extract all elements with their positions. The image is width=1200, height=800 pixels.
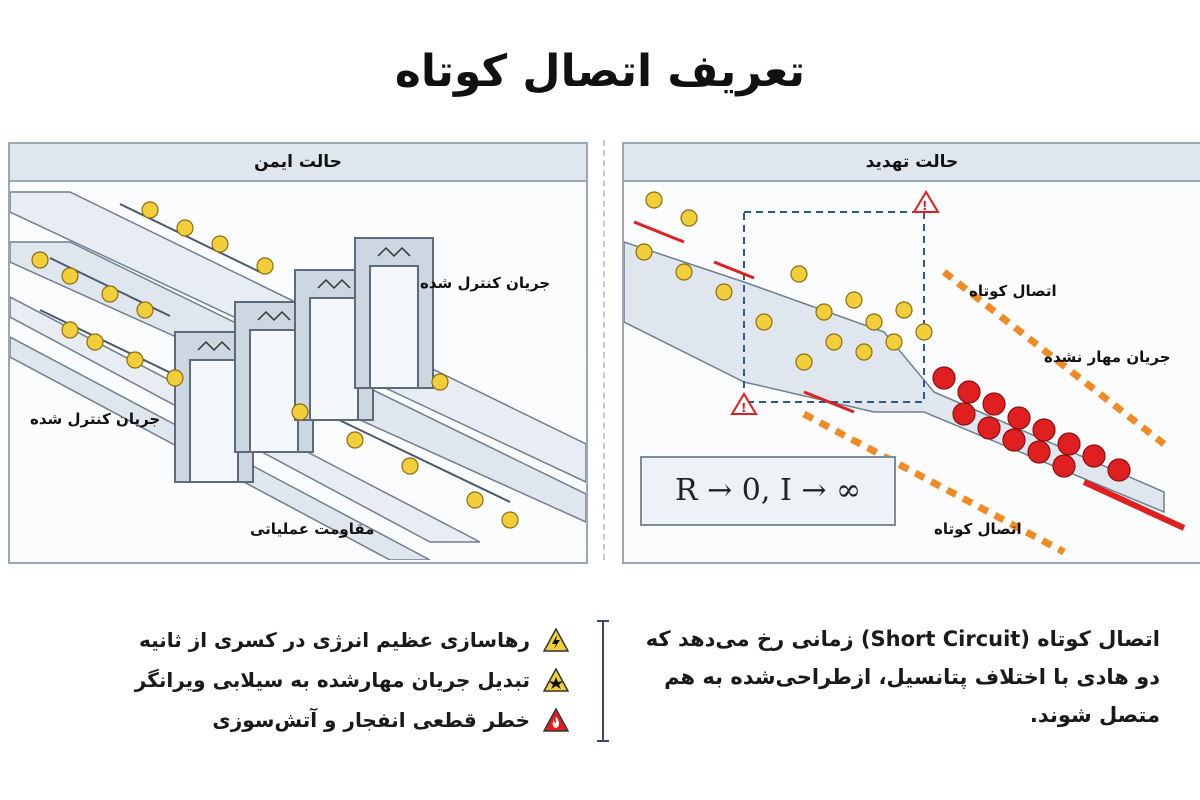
definition-text: اتصال کوتاه (Short Circuit) زمانی رخ می‌دهد که دو هادی با اختلاف پتانسیل، ازطراحی‌شده به هم متصل شوند. [645,627,1160,727]
label-controlled-current-right: جریان کنترل شده [420,274,551,292]
svg-text:!: ! [741,401,747,415]
fire-warning-icon [542,707,570,733]
safe-state-panel [8,142,588,564]
bottom-divider [602,620,604,742]
list-item [120,700,570,740]
warning-triangle-icon [732,394,756,415]
safe-panel-header: حالت ایمن [10,144,586,182]
lightning-warning-icon [542,627,570,653]
explosion-warning-icon [542,667,570,693]
formula-box: R → 0, I → ∞ [640,456,896,526]
consequences-list [120,620,570,740]
page-title: تعریف اتصال کوتاه [394,46,806,97]
label-short-circuit-bottom: اتصال کوتاه [934,520,1022,538]
list-item [120,620,570,660]
bullet-text: رهاسازی عظیم انرژی در کسری از ثانیه [138,628,530,652]
safe-conductors-illustration [10,182,586,560]
warning-triangle-icon [914,192,938,213]
svg-text:!: ! [922,199,928,213]
label-short-circuit-top: اتصال کوتاه [969,282,1057,300]
label-controlled-current-left: جریان کنترل شده [30,410,161,428]
label-operational-resistance: مقاومت عملیاتی [250,520,375,538]
list-item [120,660,570,700]
panel-divider [603,140,605,560]
label-uncontrolled-current: جریان مهار نشده [1044,348,1171,366]
bullet-text: خطر قطعی انفجار و آتش‌سوزی [212,708,530,732]
threat-panel-header: حالت تهدید [624,144,1200,182]
bullet-text: تبدیل جریان مهارشده به سیلابی ویرانگر [134,668,530,692]
